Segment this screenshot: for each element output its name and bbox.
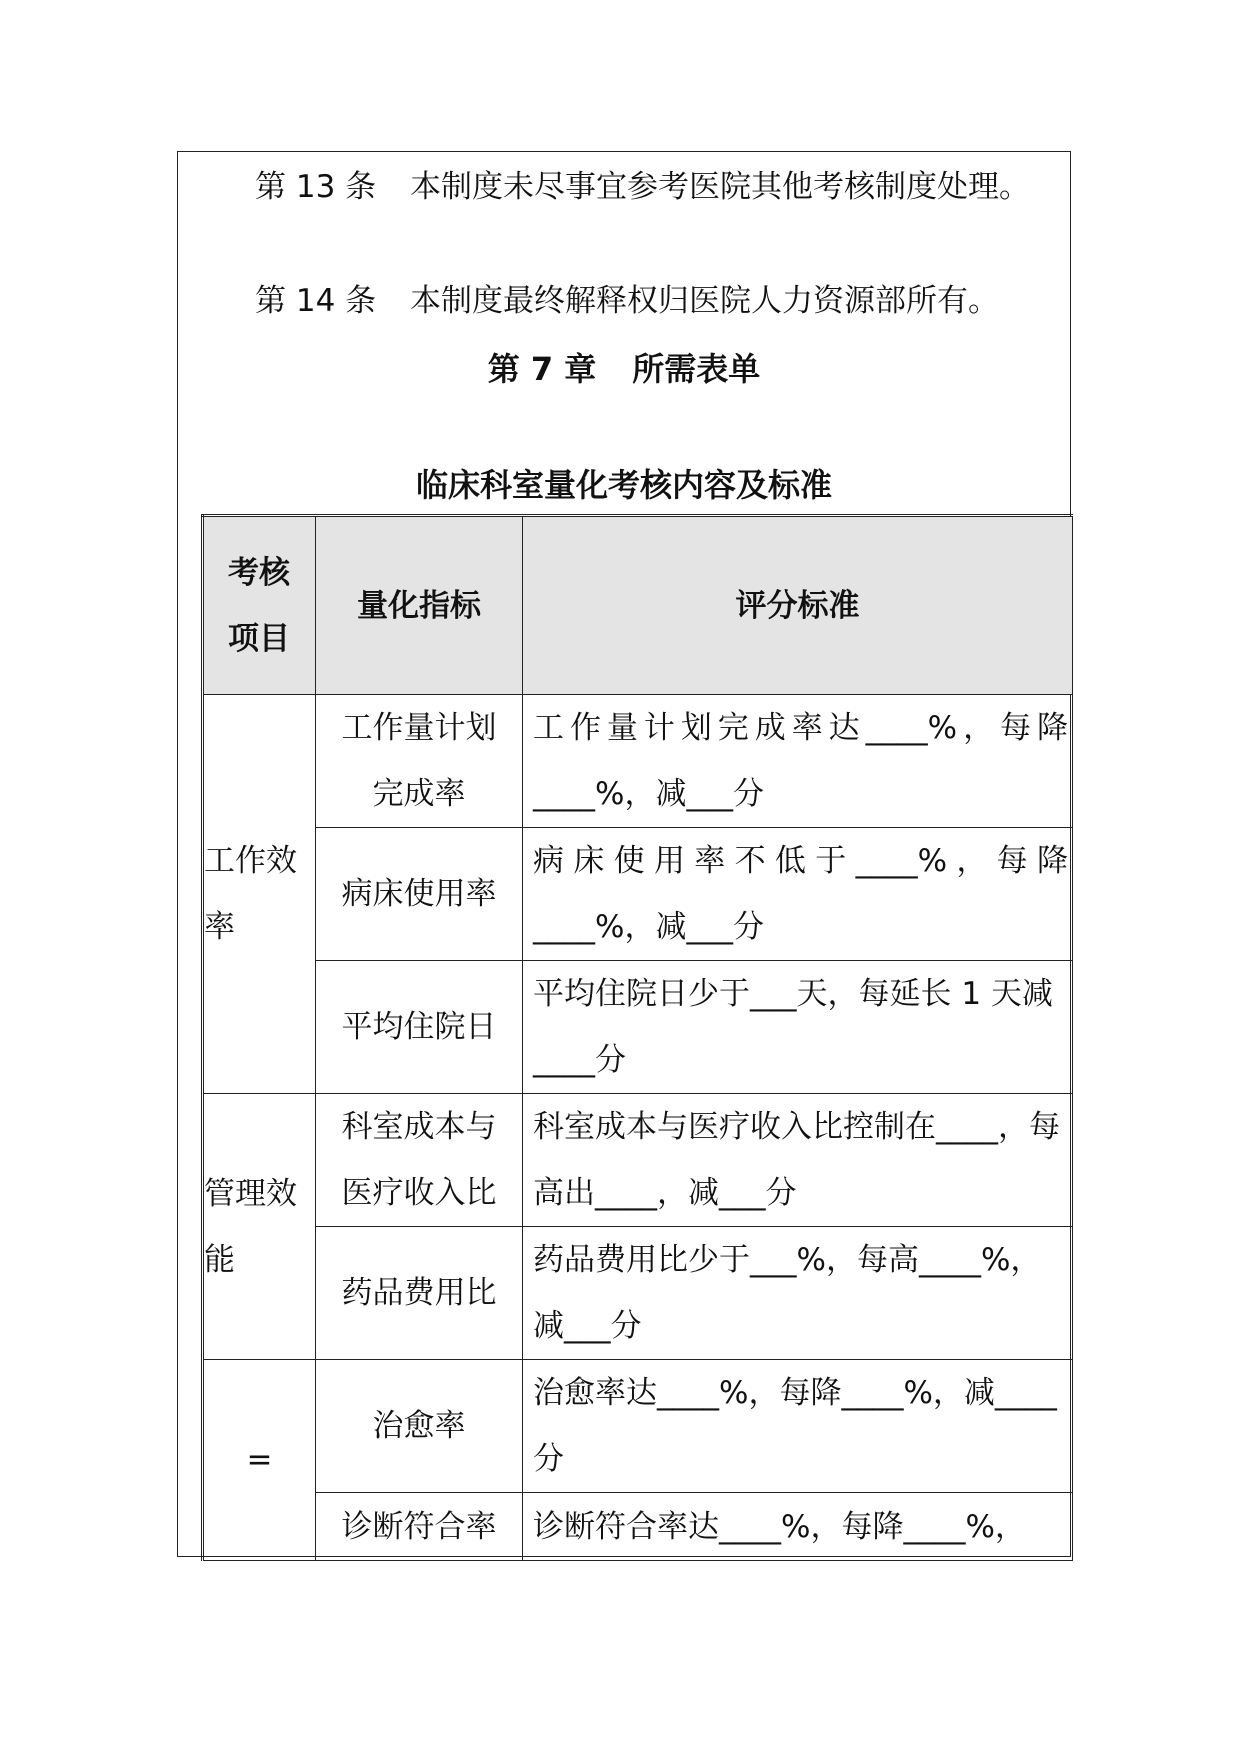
table-title: 临床科室量化考核内容及标准 <box>415 466 832 504</box>
standard-cell: 工作量计划完成率达____%，每降____%，减___分 <box>523 695 1073 828</box>
clause-number: 第 14 条 <box>255 283 377 319</box>
standard-cell: 治愈率达____%，每降____%，减____分 <box>523 1360 1073 1493</box>
chapter-heading <box>177 349 1071 389</box>
metric-cell: 科室成本与医疗收入比 <box>316 1094 523 1227</box>
header-standard: 评分标准 <box>523 516 1073 695</box>
clause-text: 本制度未尽事宜参考医院其他考核制度处理。 <box>410 169 1030 205</box>
standard-cell: 平均住院日少于___天，每延长 1 天减____分 <box>523 961 1073 1094</box>
clause-text: 本制度最终解释权归医院人力资源部所有。 <box>410 283 999 319</box>
chapter-number: 第 7 章 <box>487 350 597 388</box>
table-row <box>203 1360 1073 1493</box>
assessment-item: 工作效率 <box>203 695 316 1094</box>
table-header-row <box>203 516 1073 695</box>
standard-cell: 诊断符合率达____%，每降____%， <box>523 1493 1073 1561</box>
metric-cell: 平均住院日 <box>316 961 523 1094</box>
standard-cell: 科室成本与医疗收入比控制在____，每高出____，减___分 <box>523 1094 1073 1227</box>
header-item: 考核项目 <box>203 516 316 695</box>
chapter-title: 所需表单 <box>632 350 761 388</box>
assessment-item: 管理效能 <box>203 1094 316 1360</box>
table-row <box>203 828 1073 961</box>
standard-cell: 病床使用率不低于____%，每降____%，减___分 <box>523 828 1073 961</box>
table-row <box>203 695 1073 828</box>
table-row <box>203 1227 1073 1360</box>
metric-cell: 药品费用比 <box>316 1227 523 1360</box>
clause-number: 第 13 条 <box>255 169 377 205</box>
clause-14 <box>255 281 999 321</box>
metric-cell: 治愈率 <box>316 1360 523 1493</box>
standard-cell: 药品费用比少于___%，每高____%，减___分 <box>523 1227 1073 1360</box>
assessment-item: = <box>203 1360 316 1561</box>
assessment-table <box>201 514 1073 1561</box>
table-row <box>203 1094 1073 1227</box>
metric-cell: 诊断符合率 <box>316 1493 523 1561</box>
table-row <box>203 1493 1073 1561</box>
table-row <box>203 961 1073 1094</box>
clause-13 <box>255 167 1030 207</box>
header-metric: 量化指标 <box>316 516 523 695</box>
metric-cell: 病床使用率 <box>316 828 523 961</box>
metric-cell: 工作量计划完成率 <box>316 695 523 828</box>
